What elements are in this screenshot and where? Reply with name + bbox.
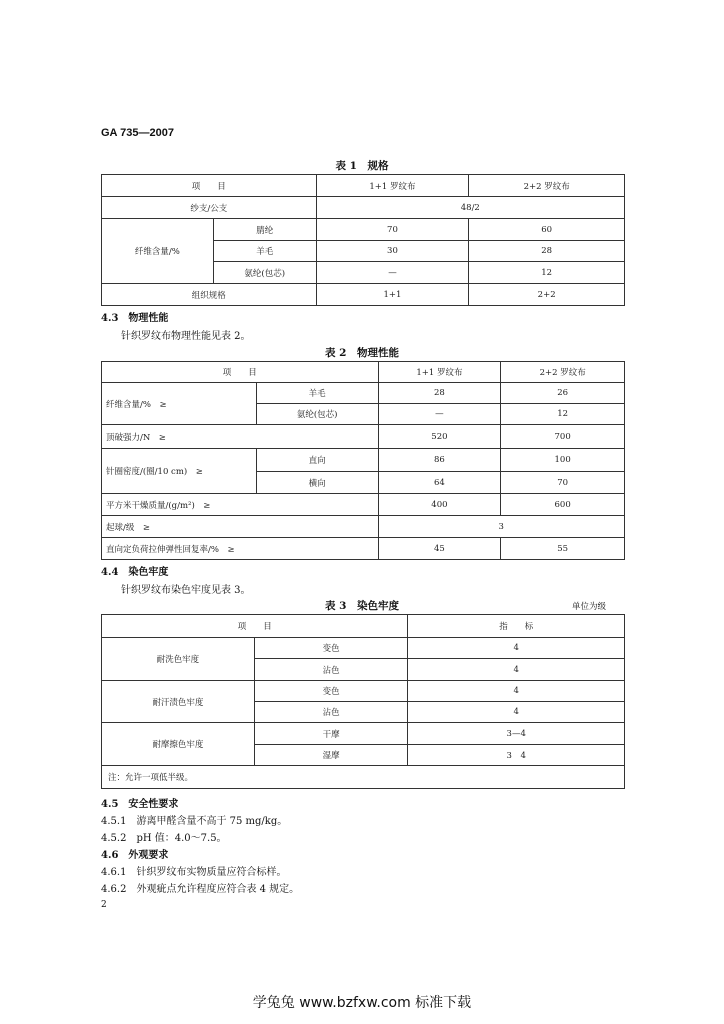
table2-cell: 12 — [501, 404, 625, 425]
table2-cell: 45 — [378, 538, 501, 560]
table3-group-label: 耐摩擦色牢度 — [102, 723, 255, 766]
table2-cell: 64 — [378, 472, 501, 494]
table2-caption: 表 2 物理性能 — [325, 347, 399, 359]
table2-burst-label: 顶破强力/N ≥ — [102, 425, 379, 449]
table3-cell: 4 — [408, 702, 625, 723]
table3-cell: 4 — [408, 681, 625, 702]
table2-physical — [101, 361, 625, 560]
section-4-6-1: 4.6.1 针织罗纹布实物质量应符合标样。 — [101, 867, 287, 878]
table1-cell: 12 — [469, 262, 625, 284]
table1-cell: 28 — [469, 241, 625, 262]
table2-mass-label: 平方米干燥质量/(g/m²) ≥ — [102, 494, 379, 516]
table1-cell: 30 — [316, 241, 469, 262]
table2-cell: — — [378, 404, 501, 425]
table1-header-item: 项 目 — [102, 175, 317, 197]
table1-cell: 60 — [469, 219, 625, 241]
table2-cell: 100 — [501, 449, 625, 472]
table2-density-label: 针圈密度/(圈/10 cm) ≥ — [102, 449, 257, 494]
table1-header-col2: 2+2 罗纹布 — [469, 175, 625, 197]
table2-pilling-value: 3 — [378, 516, 624, 538]
table1-fiber-name: 羊毛 — [213, 241, 316, 262]
section-4-5-2: 4.5.2 pH 值：4.0～7.5。 — [101, 833, 227, 844]
table2-cell: 86 — [378, 449, 501, 472]
table3-header-value: 指 标 — [408, 615, 625, 638]
table2-cell: 400 — [378, 494, 501, 516]
table2-recovery-label: 直向定负荷拉伸弹性回复率/% ≥ — [102, 538, 379, 560]
section-4-5-1: 4.5.1 游离甲醛含量不高于 75 mg/kg。 — [101, 816, 288, 827]
table2-fiber-label: 纤维含量/% ≥ — [102, 383, 257, 425]
table3-group-label: 耐洗色牢度 — [102, 638, 255, 681]
section-4-4-heading: 4.4 染色牢度 — [101, 567, 169, 578]
table2-cell: 28 — [378, 383, 501, 404]
table3-note: 注：允许一项低半级。 — [102, 766, 625, 789]
table3-cell: 3—4 — [408, 723, 625, 745]
table3-caption: 表 3 染色牢度 — [325, 600, 399, 612]
table1-cell: 2+2 — [469, 284, 625, 306]
table1-structure-label: 组织规格 — [102, 284, 317, 306]
table2-cell: 55 — [501, 538, 625, 560]
table2-cell: 26 — [501, 383, 625, 404]
section-4-4-text: 针织罗纹布染色牢度见表 3。 — [121, 585, 251, 596]
table1-fiber-name: 氨纶(包芯) — [213, 262, 316, 284]
site-watermark: 学兔兔 www.bzfxw.com 标准下载 — [252, 995, 472, 1011]
table1-caption: 表 1 规格 — [335, 160, 389, 172]
table3-row-name: 变色 — [254, 638, 408, 659]
table1-cell: 1+1 — [316, 284, 469, 306]
table3-row-name: 沾色 — [254, 702, 408, 723]
standard-code: GA 735—2007 — [101, 127, 174, 139]
table1-header-col1: 1+1 罗纹布 — [316, 175, 469, 197]
table2-density-name: 横向 — [256, 472, 378, 494]
page-number: 2 — [101, 900, 107, 910]
table2-header-item: 项 目 — [102, 362, 379, 383]
table2-fiber-name: 羊毛 — [256, 383, 378, 404]
table1-fiber-label: 纤维含量/% — [102, 219, 214, 284]
table3-row-name: 湿摩 — [254, 745, 408, 766]
table1-cell: 70 — [316, 219, 469, 241]
table3-cell: 4 — [408, 659, 625, 681]
table2-cell: 700 — [501, 425, 625, 449]
section-4-6-heading: 4.6 外观要求 — [101, 850, 169, 861]
table2-header-col1: 1+1 罗纹布 — [378, 362, 501, 383]
table3-cell: 4 — [408, 638, 625, 659]
section-4-5-heading: 4.5 安全性要求 — [101, 799, 179, 810]
table3-unit: 单位为级 — [572, 602, 607, 612]
table2-cell: 520 — [378, 425, 501, 449]
table1-yarn-value: 48/2 — [316, 197, 624, 219]
table3-header-item: 项 目 — [102, 615, 408, 638]
table3-row-name: 沾色 — [254, 659, 408, 681]
table1-yarn-label: 纱支/公支 — [102, 197, 317, 219]
table2-density-name: 直向 — [256, 449, 378, 472]
section-4-3-text: 针织罗纹布物理性能见表 2。 — [121, 331, 251, 342]
section-4-3-heading: 4.3 物理性能 — [101, 313, 169, 324]
table3-row-name: 变色 — [254, 681, 408, 702]
table1-fiber-name: 腈纶 — [213, 219, 316, 241]
table1-cell: — — [316, 262, 469, 284]
table3-cell: 3 4 — [408, 745, 625, 766]
section-4-6-2: 4.6.2 外观疵点允许程度应符合表 4 规定。 — [101, 884, 300, 895]
table2-cell: 70 — [501, 472, 625, 494]
table3-colorfastness — [101, 614, 625, 789]
table2-header-col2: 2+2 罗纹布 — [501, 362, 625, 383]
table3-row-name: 干摩 — [254, 723, 408, 745]
table2-pilling-label: 起球/级 ≥ — [102, 516, 379, 538]
table2-fiber-name: 氨纶(包芯) — [256, 404, 378, 425]
table1-spec — [101, 174, 625, 306]
table2-cell: 600 — [501, 494, 625, 516]
table3-group-label: 耐汗渍色牢度 — [102, 681, 255, 723]
